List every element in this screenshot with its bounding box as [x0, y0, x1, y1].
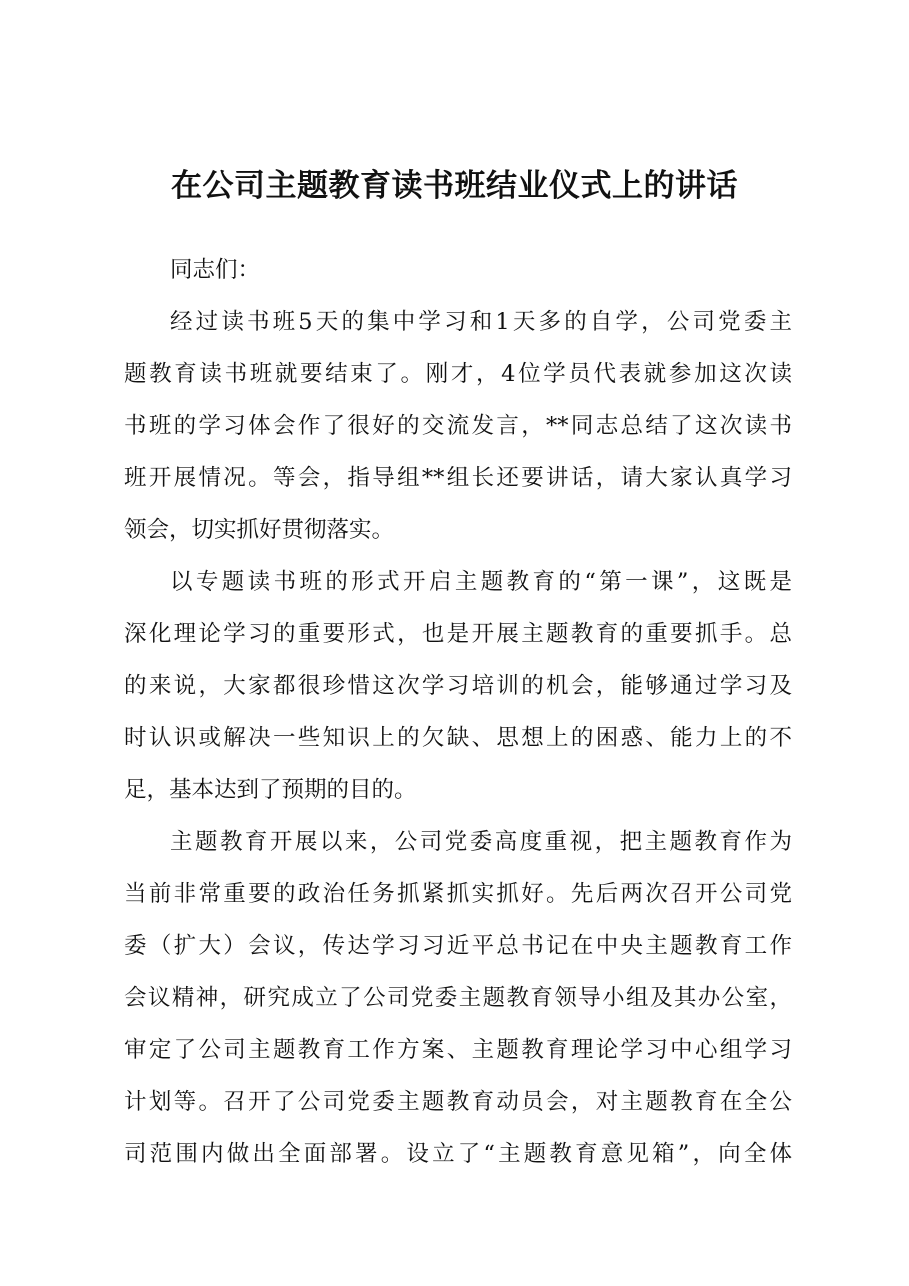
- paragraph-1: [124, 296, 792, 556]
- paragraph-line: 书班的学习体会作了很好的交流发言，**同志总结了这次读书: [124, 413, 792, 439]
- paragraph-line: 会议精神，研究成立了公司党委主题教育领导小组及其办公室，: [124, 985, 792, 1011]
- document-title: 在公司主题教育读书班结业仪式上的讲话: [171, 168, 738, 204]
- paragraph-line: 领会，切实抓好贯彻落实。: [124, 517, 395, 543]
- paragraph-2: [124, 556, 792, 816]
- paragraph-line: 题教育读书班就要结束了。刚才，4位学员代表就参加这次读: [124, 361, 792, 387]
- paragraph-line: 委（扩大）会议，传达学习习近平总书记在中央主题教育工作: [124, 933, 792, 959]
- paragraph-line: 审定了公司主题教育工作方案、主题教育理论学习中心组学习: [124, 1037, 792, 1063]
- paragraph-3: [124, 816, 792, 1180]
- document-body: [124, 244, 792, 1180]
- paragraph-line: 经过读书班5天的集中学习和1天多的自学，公司党委主: [170, 309, 792, 335]
- paragraph-line: 足，基本达到了预期的目的。: [124, 777, 417, 803]
- paragraph-line: 当前非常重要的政治任务抓紧抓实抓好。先后两次召开公司党: [124, 881, 792, 907]
- paragraph-line: 以专题读书班的形式开启主题教育的“第一课”，这既是: [170, 569, 792, 595]
- salutation: 同志们：: [170, 257, 261, 283]
- paragraph-line: 时认识或解决一些知识上的欠缺、思想上的困惑、能力上的不: [124, 725, 792, 751]
- paragraph-line: 计划等。召开了公司党委主题教育动员会，对主题教育在全公: [124, 1089, 792, 1115]
- paragraph-line: 主题教育开展以来，公司党委高度重视，把主题教育作为: [170, 829, 792, 855]
- paragraph-line: 的来说，大家都很珍惜这次学习培训的机会，能够通过学习及: [124, 673, 792, 699]
- paragraph-line: 深化理论学习的重要形式，也是开展主题教育的重要抓手。总: [124, 621, 792, 647]
- paragraph-line: 班开展情况。等会，指导组**组长还要讲话，请大家认真学习: [124, 465, 792, 491]
- paragraph-line: 司范围内做出全面部署。设立了“主题教育意见箱”，向全体: [124, 1141, 792, 1167]
